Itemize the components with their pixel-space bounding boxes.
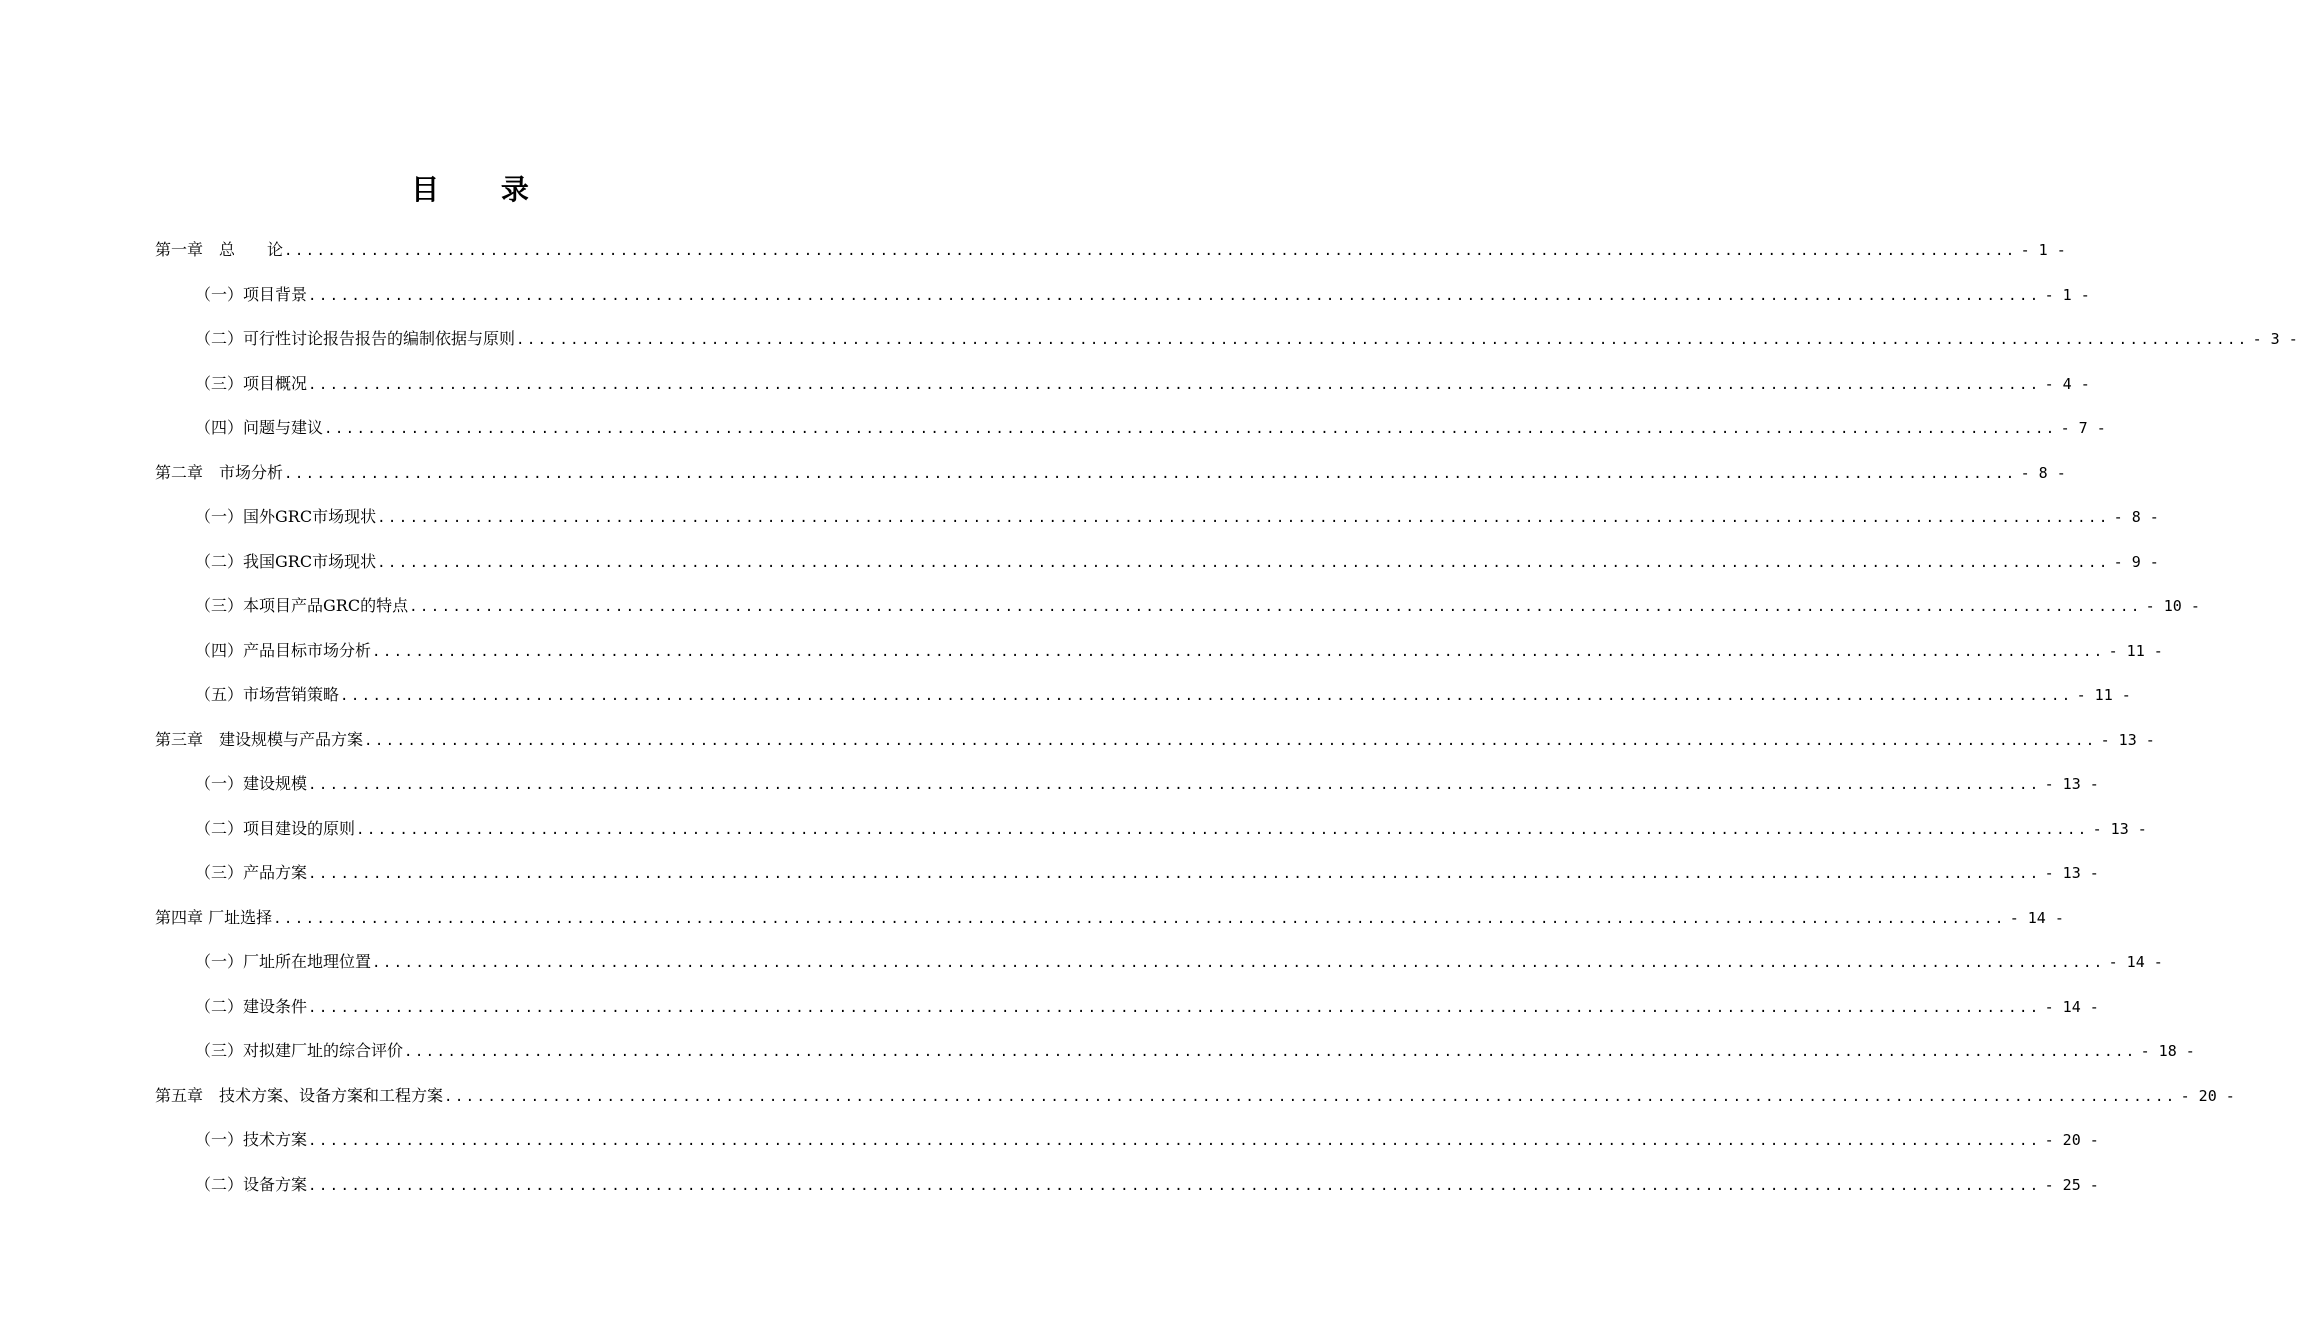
toc-dot-leader: ................................................................................................................................................................: [273, 910, 2006, 927]
toc-dot-leader: ................................................................................................................................................................: [372, 955, 2105, 971]
toc-dot-leader: ................................................................................................................................................................: [372, 643, 2105, 660]
toc-dot-leader: ................................................................................................................................................................: [364, 732, 2097, 749]
toc-dot-leader: ................................................................................................................................................................: [308, 1177, 2041, 1194]
toc-dot-leader: ................................................................................................................................................................: [324, 421, 2057, 437]
toc-section-entry[interactable]: [155, 629, 2163, 674]
toc-dot-leader: ................................................................................................................................................................: [404, 1044, 2137, 1060]
toc-page-number: - 14 -: [2108, 953, 2163, 971]
toc-entry-label: （二）可行性讨论报告报告的编制依据与原则: [195, 329, 516, 348]
toc-section-entry[interactable]: [155, 540, 2159, 585]
toc-page-number: - 14 -: [2044, 997, 2099, 1016]
toc-entry-label: （五）市场营销策略: [195, 685, 340, 704]
toc-section-entry[interactable]: [155, 940, 2163, 985]
toc-dot-leader: ................................................................................................................................................................: [516, 332, 2249, 348]
toc-entry-label: （二）我国GRC市场现状: [195, 551, 377, 571]
toc-entry-label: 第二章 市场分析: [155, 462, 284, 482]
toc-page-number: - 9 -: [2113, 552, 2159, 571]
toc-dot-leader: ................................................................................................................................................................: [284, 465, 2017, 482]
toc-chapter-entry[interactable]: [155, 1074, 2235, 1119]
toc-entry-label: （一）项目背景: [195, 284, 308, 304]
toc-page-number: - 7 -: [2060, 419, 2106, 437]
toc-dot-leader: ................................................................................................................................................................: [377, 510, 2110, 526]
toc-page-number: - 8 -: [2020, 463, 2066, 482]
toc-page-number: - 14 -: [2009, 908, 2064, 927]
toc-page-number: - 10 -: [2145, 597, 2200, 615]
toc-entry-label: 第一章 总 论: [155, 240, 284, 259]
toc-page-number: - 13 -: [2100, 730, 2155, 749]
toc-page-number: - 20 -: [2180, 1086, 2235, 1105]
toc-entry-label: 第三章 建设规模与产品方案: [155, 729, 364, 749]
toc-dot-leader: ................................................................................................................................................................: [308, 287, 2041, 304]
toc-entry-label: （一）技术方案: [195, 1130, 308, 1149]
toc-page-number: - 1 -: [2044, 285, 2090, 304]
toc-section-entry[interactable]: [155, 985, 2099, 1030]
toc-entry-label: （二）建设条件: [195, 996, 308, 1016]
toc-section-entry[interactable]: [155, 1029, 2195, 1074]
toc-page-number: - 13 -: [2044, 775, 2099, 793]
toc-entry-label: （一）建设规模: [195, 774, 308, 793]
toc-page-number: - 20 -: [2044, 1131, 2099, 1149]
toc-entry-label: （三）产品方案: [195, 863, 308, 882]
toc-dot-leader: ................................................................................................................................................................: [308, 1133, 2041, 1149]
toc-entry-label: （三）本项目产品GRC的特点: [195, 596, 409, 615]
toc-section-entry[interactable]: [155, 362, 2090, 407]
toc-section-entry[interactable]: [155, 273, 2090, 318]
toc-dot-leader: ................................................................................................................................................................: [308, 866, 2041, 882]
toc-entry-label: 第五章 技术方案、设备方案和工程方案: [155, 1085, 444, 1105]
toc-dot-leader: ................................................................................................................................................................: [308, 999, 2041, 1016]
toc-page-number: - 18 -: [2140, 1042, 2195, 1060]
toc-page-number: - 8 -: [2113, 508, 2159, 526]
toc-section-entry[interactable]: [155, 406, 2106, 451]
toc-page-number: - 11 -: [2076, 686, 2131, 704]
toc-section-entry[interactable]: [155, 495, 2159, 540]
toc-list: [155, 228, 2298, 1207]
toc-section-entry[interactable]: [155, 584, 2200, 629]
toc-entry-label: （三）项目概况: [195, 373, 308, 393]
toc-entry-label: （四）产品目标市场分析: [195, 640, 372, 660]
toc-dot-leader: ................................................................................................................................................................: [308, 376, 2041, 393]
toc-dot-leader: ................................................................................................................................................................: [409, 599, 2142, 615]
toc-page-number: - 3 -: [2252, 330, 2298, 348]
toc-chapter-entry[interactable]: [155, 228, 2066, 273]
toc-section-entry[interactable]: [155, 673, 2131, 718]
toc-dot-leader: ................................................................................................................................................................: [308, 777, 2041, 793]
toc-entry-label: （一）国外GRC市场现状: [195, 507, 377, 526]
toc-title: 目 录: [411, 173, 555, 206]
toc-page-number: - 4 -: [2044, 374, 2090, 393]
toc-page-number: - 25 -: [2044, 1175, 2099, 1194]
toc-entry-label: （四）问题与建议: [195, 418, 324, 437]
toc-section-entry[interactable]: [155, 1163, 2099, 1208]
toc-section-entry[interactable]: [155, 1118, 2099, 1163]
toc-dot-leader: ................................................................................................................................................................: [377, 554, 2110, 571]
toc-section-entry[interactable]: [155, 317, 2298, 362]
toc-page-number: - 13 -: [2044, 864, 2099, 882]
toc-dot-leader: ................................................................................................................................................................: [284, 243, 2017, 259]
toc-dot-leader: ................................................................................................................................................................: [340, 688, 2073, 704]
toc-entry-label: （三）对拟建厂址的综合评价: [195, 1041, 404, 1060]
toc-section-entry[interactable]: [155, 762, 2099, 807]
toc-entry-label: （二）设备方案: [195, 1174, 308, 1194]
toc-dot-leader: ................................................................................................................................................................: [444, 1088, 2177, 1105]
toc-entry-label: 第四章 厂址选择: [155, 907, 273, 927]
toc-chapter-entry[interactable]: [155, 718, 2155, 763]
toc-section-entry[interactable]: [155, 851, 2099, 896]
toc-page-number: - 1 -: [2020, 241, 2066, 259]
toc-dot-leader: ................................................................................................................................................................: [356, 821, 2089, 838]
toc-entry-label: （二）项目建设的原则: [195, 818, 356, 838]
toc-page-number: - 13 -: [2092, 819, 2147, 838]
toc-chapter-entry[interactable]: [155, 896, 2064, 941]
toc-chapter-entry[interactable]: [155, 451, 2066, 496]
toc-section-entry[interactable]: [155, 807, 2147, 852]
toc-page-number: - 11 -: [2108, 641, 2163, 660]
toc-entry-label: （一）厂址所在地理位置: [195, 952, 372, 971]
